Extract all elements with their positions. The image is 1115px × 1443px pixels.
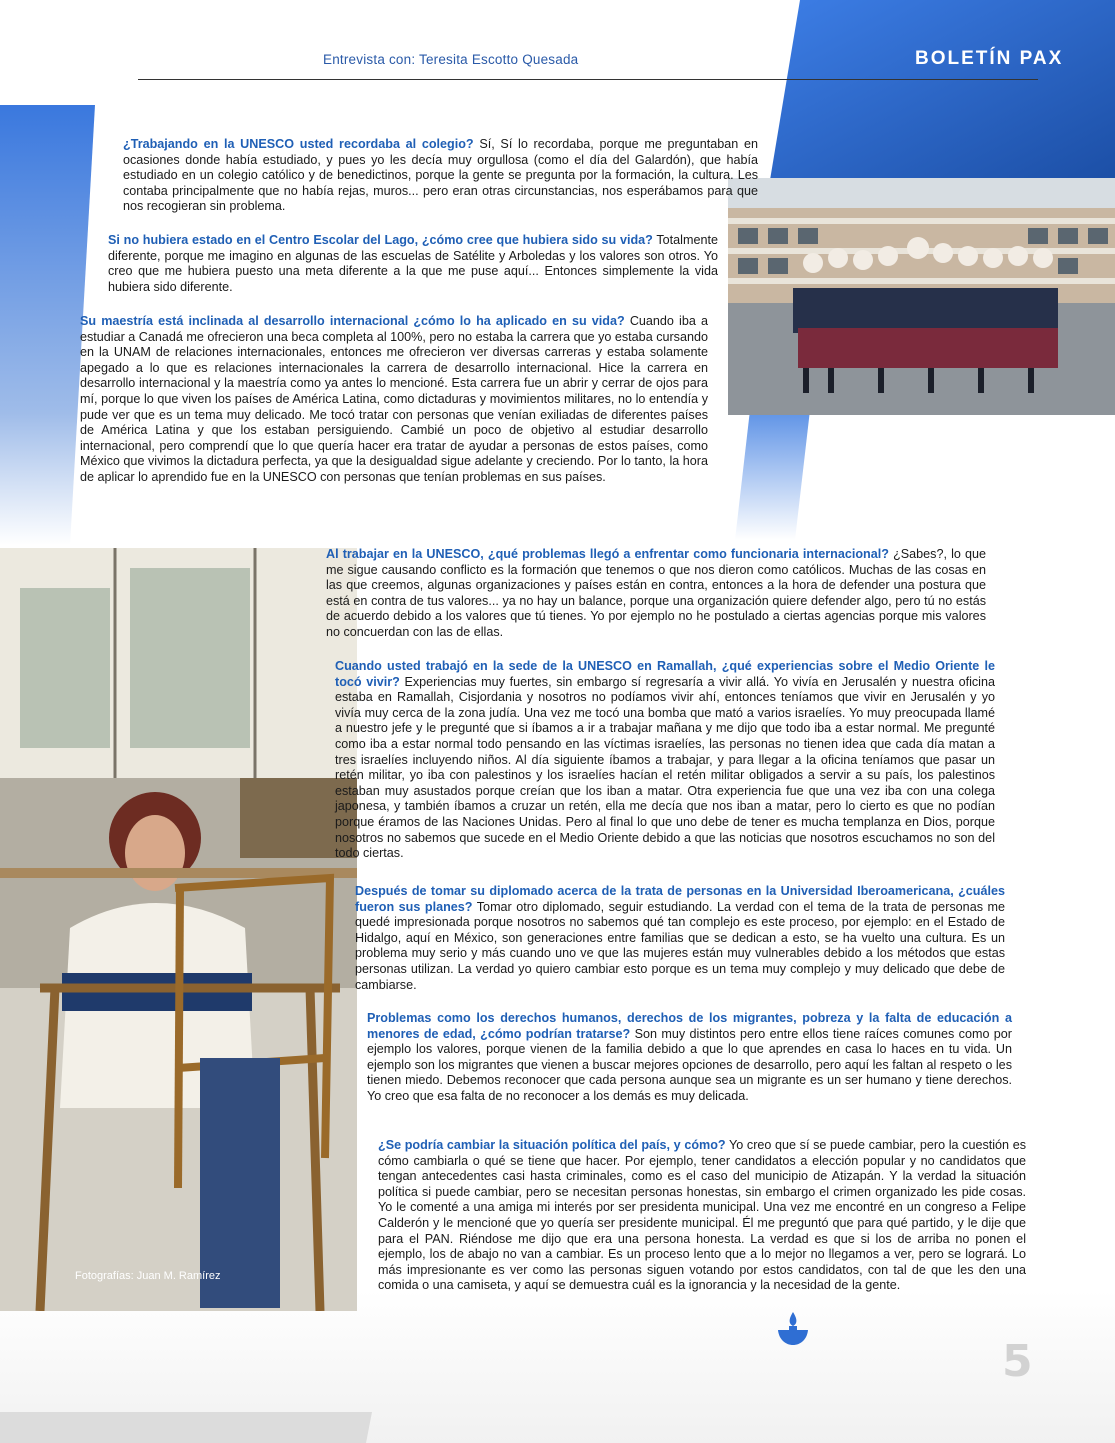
qa-block-6 xyxy=(355,884,1005,993)
portrait-photo xyxy=(0,548,357,1311)
answer-3: Cuando iba a estudiar a Canadá me ofrecieron una beca completa al 100%, pero no estaba la carrera que yo estaba cursando en la UNAM de relaciones internacionales, entonces me ofrecieron ver diversas carreras y estaba solamente apegado a lo que es relaciones internacionales la carrera de desarrollo internacional. Hice la carrera en desarrollo internacional y la maestría como ya antes lo mencioné. Esta carrera fue un abrir y cerrar de ojos para mí, porque lo que viven los países de América Latina, como dictaduras y movimientos militares, no lo entendía y pude ver que es un tema muy delicado. Me tocó tratar con personas que venían exiliadas de diferentes países de América Latina y que los estaban persiguiendo. Cambié un poco de objetivo al estudiar desarrollo internacional, pero comprendí que lo que quería hacer era tratar de ayudar a personas de estos países, como México que vivimos la dictadura perfecta, ya que la desigualdad sigue adelante y creciendo. Por lo tanto, la hora de aplicar lo aprendido fue en la UNESCO con personas que tenían problemas en sus países. xyxy=(80,314,708,484)
qa-block-2 xyxy=(108,233,718,295)
answer-4: ¿Sabes?, lo que me sigue causando conflicto es la formación que tenemos o que nos dieron como católicos. Muchas de las cosas en las que creemos, algunas organizaciones y países están en contra, entonces a la hora de defender una postura que está en contra de tus valores... ya no hay un balance, porque una organización quiere defender algo, pero tú no estás de acuerdo debido a los valores que tú tienes. Yo por ejemplo no he postulado a ciertas agencias porque mis valores no concuerdan con las de ellas. xyxy=(326,547,986,639)
students-photo xyxy=(728,178,1115,415)
brand-logo: BOLETÍN PAX xyxy=(915,48,1064,69)
question-2: Si no hubiera estado en el Centro Escolar del Lago, ¿cómo cree que hubiera sido su vida? xyxy=(108,233,653,247)
qa-block-7 xyxy=(367,1011,1012,1105)
question-6: Después de tomar su diplomado acerca de la trata de personas en la Universidad Iberoamericana, ¿cuáles fueron sus planes? xyxy=(355,884,1005,914)
question-3: Su maestría está inclinada al desarrollo internacional ¿cómo lo ha aplicado en su vida? xyxy=(80,314,625,328)
question-8: ¿Se podría cambiar la situación política del país, y cómo? xyxy=(378,1138,726,1152)
qa-block-3 xyxy=(80,314,708,486)
qa-block-5 xyxy=(335,659,995,862)
qa-block-1 xyxy=(123,137,758,215)
bottom-left-grey-bar xyxy=(0,1412,372,1443)
lamp-icon xyxy=(776,1310,810,1348)
question-1: ¿Trabajando en la UNESCO usted recordaba al colegio? xyxy=(123,137,474,151)
question-4: Al trabajar en la UNESCO, ¿qué problemas llegó a enfrentar como funcionaria internacional? xyxy=(326,547,889,561)
answer-7: Son muy distintos pero entre ellos tiene raíces comunes como por ejemplo los valores, porque vienen de la familia debido a que lo que aprendes en casa lo haces en tu vida. Un ejemplo son los migrantes que vienen a buscar mejores opciones de desarrollo, pero aquí les faltan al respeto o les tienen miedo. Debemos reconocer que cada persona aunque sea un migrante es un ser humano y tiene derechos. Yo creo que esa falta de no reconocer a los demás es muy delicada. xyxy=(367,1026,1012,1103)
photo-caption: Fotografías: Juan M. Ramírez xyxy=(75,1270,221,1282)
qa-block-8 xyxy=(378,1138,1026,1294)
answer-5: Experiencias muy fuertes, sin embargo sí regresaría a vivir allá. Yo vivía en Jerusalén y nuestra oficina estaba en Ramallah, Cisjordania y nosotros no podíamos vivir ahí, entonces teníamos que vivir en Jerusalén y yo vivía muy cerca de la zona judía. Una vez me tocó una bomba que mató a varios israelíes. Yo muy preocupada llamé a nuestro jefe y le pregunté que si íbamos a ir a trabajar mañana y me dijo que todo iba a estar normal. Me pregunté como iba a estar normal todo pensando en las víctimas israelíes, las personas no tienen idea que cada día matan a tres israelíes incluyendo niños. Al día siguiente íbamos a trabajar, y para llegar a la oficina teníamos que pasar un retén militar, yo iba con palestinos y los israelíes hacían el retén militar obligados a servir a su país, los palestinos estaban muy asustados porque creían que los iban a matar. Otra experiencia fue que una vez iba con una colega japonesa, y también íbamos a cruzar un retén, ella me decía que nos iban a matar, pero lo cierto es que no podían porque éramos de las Naciones Unidas. Pero al final lo que uno debe de tener es mucha templanza en Dios, porque nosotros no sabemos que sucede en el Medio Oriente debido a que las noticias que nosotros escuchamos no son del todo ciertas. xyxy=(335,674,995,861)
header-divider xyxy=(138,79,1038,80)
top-right-blue-shape xyxy=(770,0,1115,180)
right-light-blue-shape xyxy=(735,410,810,540)
answer-6: Tomar otro diplomado, seguir estudiando. La verdad con el tema de la trata de personas me quedé impresionada porque nosotros no sabemos qué tan complejo es este proceso, por ejemplo: en el Estado de Hidalgo, aquí en México, son generaciones entre familias que se dedican a esto, se ha vuelto una cultura. Es un problema muy serio y más cuando uno ve que las mujeres están muy vulnerables debido a los métodos que estas personas utilizan. La verdad yo quiero cambiar esto porque es un tema muy complejo y muy delicado que debe de cambiarse. xyxy=(355,899,1005,992)
answer-2: Totalmente diferente, porque me imagino en algunas de las escuelas de Satélite y Arboledas y los valores son otros. Yo creo que me hubiera puesto una meta diferente a la que me puse aquí... Entonces simplemente la vida hubiera sido diferente. xyxy=(108,233,718,294)
qa-block-4 xyxy=(326,547,986,641)
interview-title: Entrevista con: Teresita Escotto Quesada xyxy=(323,52,579,67)
question-5: Cuando usted trabajó en la sede de la UNESCO en Ramallah, ¿qué experiencias sobre el Medio Oriente le tocó vivir? xyxy=(335,659,995,689)
question-7: Problemas como los derechos humanos, derechos de los migrantes, pobreza y la falta de educación a menores de edad, ¿cómo podrían tratarse? xyxy=(367,1011,1012,1041)
answer-8: Yo creo que sí se puede cambiar, pero la cuestión es cómo cambiarla o qué se tiene que hacer. Por ejemplo, tener candidatos a elección popular y no candidatos que tengan antecedentes casi hasta criminales, como es el caso del municipio de Atizapán. Y la verdad la situación política si puede cambiar, pero se necesitan personas honestas, sin embargo el crimen organizado les pide cosas. Yo le comenté a una amiga mi interés por ser presidenta municipal. Una vez me encontré en un congreso a Felipe Calderón y le mencioné que yo quería ser presidente municipal. Él me preguntó que para qué partido, y le dije que para el PAN. Riéndose me dijo que era una persona honesta. La verdad es que si los de arriba no ponen el ejemplo, los de abajo no van a cambiar. Es un proceso lento que a lo mejor no llegamos a ver, pero se logrará. Lo más impresionante es ver como las personas siguen votando por estos candidatos, con tal de que les den una comida o una camiseta, y aquí se demuestra cuál es la ignorancia y la necesidad de la gente. xyxy=(378,1138,1026,1293)
answer-1: Sí, Sí lo recordaba, porque me preguntaban en ocasiones donde había estudiado, y pues yo les decía muy orgullosa (como el día del Galardón), que había estudiado en un colegio católico y de benedictinos, porque la gente se pregunta por la formación, la cultura. Les contaba principalmente que no había rejas, muros... pero eran otras circunstancias, nos esperábamos para que nos recogieran sin problema. xyxy=(123,137,758,214)
page-number: 5 xyxy=(1002,1336,1033,1387)
